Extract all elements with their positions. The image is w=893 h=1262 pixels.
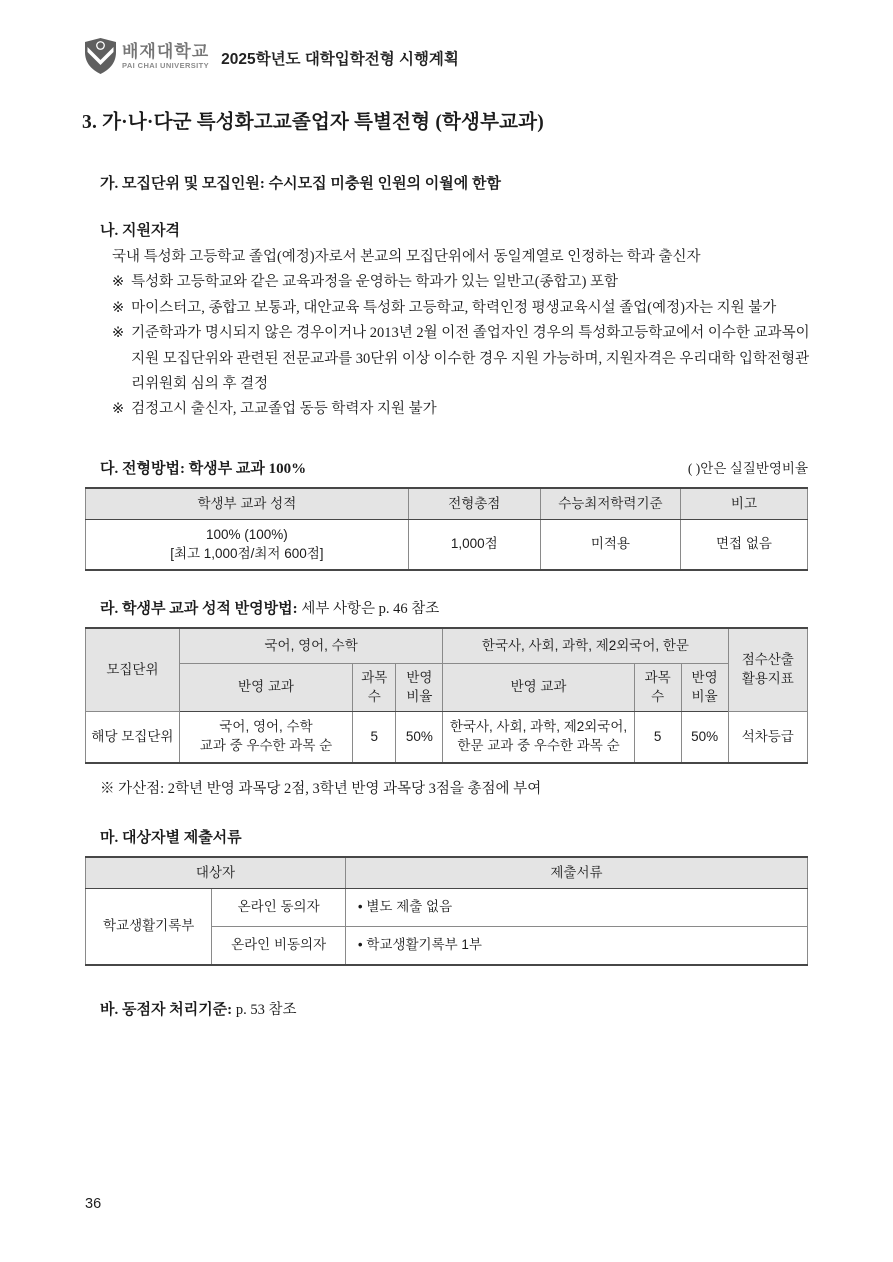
eligibility-text xyxy=(112,245,810,423)
section-ma-heading: 마. 대상자별 제출서류 xyxy=(100,829,242,846)
line-text: 검정고시 출신자, 고교졸업 동등 학력자 지원 불가 xyxy=(131,401,437,418)
eligibility-line xyxy=(112,397,810,422)
section-ba-reference: p. 53 참조 xyxy=(235,1001,297,1018)
line-text: 국내 특성화 고등학교 졸업(예정)자로서 본교의 모집단위에서 동일계열로 인정하는 학과 출신자 xyxy=(112,249,701,265)
subjects1-line2: 교과 중 우수한 과목 순 xyxy=(199,738,333,754)
section-ra-reference: 세부 사항은 p. 46 참조 xyxy=(301,600,440,617)
header-total-score: 전형총점 xyxy=(408,488,540,520)
header-reflected-subjects-2: 반영 교과 xyxy=(443,664,634,712)
method-table-header-row xyxy=(86,488,808,520)
reflection-header-sub-row xyxy=(86,664,808,712)
header-score-indicator xyxy=(728,628,807,712)
cell-count-1: 5 xyxy=(353,712,396,763)
university-logo xyxy=(85,38,209,74)
bonus-points-note: ※ 가산점: 2학년 반영 과목당 2점, 3학년 반영 과목당 3점을 총점에 부여 xyxy=(100,780,542,797)
subjects2-line1: 한국사, 사회, 과학, 제2외국어, xyxy=(449,719,628,735)
reflection-header-group-row xyxy=(86,628,808,664)
eligibility-line xyxy=(112,270,810,295)
cell-ratio-1: 50% xyxy=(396,712,443,763)
documents-header-row xyxy=(86,857,808,889)
line-marker: ※ xyxy=(112,274,125,291)
count-line2: 수 xyxy=(367,688,381,704)
subjects1-line1: 국어, 영어, 수학 xyxy=(219,719,313,735)
count-line2: 수 xyxy=(651,688,665,704)
count-line1: 과목 xyxy=(644,669,671,685)
university-name xyxy=(122,43,209,70)
eligibility-line xyxy=(112,321,810,397)
document-title: 2025학년도 대학입학전형 시행계획 xyxy=(221,51,459,68)
section-na-heading: 나. 지원자격 xyxy=(100,223,180,239)
page-title: 3. 가·나·다군 특성화고교졸업자 특별전형 (학생부교과) xyxy=(82,112,544,133)
method-table xyxy=(85,487,808,571)
cell-subjects-1 xyxy=(179,712,352,763)
document-header xyxy=(85,38,808,74)
ratio-note: ( )안은 실질반영비율 xyxy=(687,460,808,476)
cell-consent-type: 온라인 동의자 xyxy=(212,889,346,927)
line-text: 마이스터고, 종합고 보통과, 대안교육 특성화 고등학교, 학력인정 평생교육시설 졸업(예정)자는 지원 불가 xyxy=(131,299,777,316)
ratio-line1: 반영 xyxy=(406,669,433,685)
indicator-line1: 점수산출 xyxy=(741,652,794,668)
section-ra-heading xyxy=(100,597,808,618)
cell-subjects-2 xyxy=(443,712,634,763)
header-documents: 제출서류 xyxy=(345,857,807,889)
cell-csat-minimum: 미적용 xyxy=(540,520,680,570)
eligibility-line xyxy=(112,245,810,270)
cell-consent-docs: • 별도 제출 없음 xyxy=(345,889,807,927)
documents-row-consent xyxy=(86,889,808,927)
documents-table xyxy=(85,856,808,966)
cell-nonconsent-type: 온라인 비동의자 xyxy=(212,927,346,965)
section-ga-heading: 가. 모집단위 및 모집인원: 수시모집 미충원 인원의 이월에 한함 xyxy=(100,176,501,192)
line-marker: ※ xyxy=(112,325,125,342)
header-group-other-subjects: 한국사, 사회, 과학, 제2외국어, 한문 xyxy=(443,628,728,664)
cell-nonconsent-docs: • 학교생활기록부 1부 xyxy=(345,927,807,965)
header-subject-score: 학생부 교과 성적 xyxy=(86,488,409,520)
count-line1: 과목 xyxy=(361,669,388,685)
header-subject-count-1 xyxy=(353,664,396,712)
ratio-line1: 반영 xyxy=(691,669,718,685)
header-reflected-subjects-1: 반영 교과 xyxy=(179,664,352,712)
section-ba-title: 바. 동점자 처리기준: xyxy=(100,1001,233,1018)
university-name-korean: 배재대학교 xyxy=(122,41,210,61)
cell-count-2: 5 xyxy=(634,712,681,763)
indicator-line2: 활용지표 xyxy=(741,671,794,687)
header-remarks: 비고 xyxy=(680,488,807,520)
cell-remarks: 면접 없음 xyxy=(680,520,807,570)
ratio-line2: 비율 xyxy=(691,688,718,704)
section-ra-title: 라. 학생부 교과 성적 반영방법: xyxy=(100,600,298,617)
line-marker: ※ xyxy=(112,401,125,418)
score-line1: 100% (100%) xyxy=(205,526,288,542)
header-csat-minimum: 수능최저학력기준 xyxy=(540,488,680,520)
university-shield-icon xyxy=(85,38,116,74)
header-group-main-subjects: 국어, 영어, 수학 xyxy=(179,628,443,664)
line-text: 기준학과가 명시되지 않은 경우이거나 2013년 2월 이전 졸업자인 경우의 특성화고등학교에서 이수한 교과목이 지원 모집단위와 관련된 전문교과를 30단위 이상 이수한 경우 지원 가능하며, 지원자격은 우리대학 입학전형관리위원회 심의 후 결정 xyxy=(131,325,810,393)
line-marker: ※ xyxy=(112,299,125,316)
reflection-table-row xyxy=(86,712,808,763)
header-reflection-ratio-1 xyxy=(396,664,443,712)
header-reflection-ratio-2 xyxy=(681,664,728,712)
university-name-english: PAI CHAI UNIVERSITY xyxy=(122,60,210,70)
header-subject-count-2 xyxy=(634,664,681,712)
cell-ratio-2: 50% xyxy=(681,712,728,763)
page-number: 36 xyxy=(85,1196,102,1212)
cell-record-group: 학교생활기록부 xyxy=(86,889,212,965)
section-da-heading xyxy=(100,457,808,478)
ratio-line2: 비율 xyxy=(406,688,433,704)
header-target: 대상자 xyxy=(86,857,346,889)
header-admission-unit: 모집단위 xyxy=(86,628,180,712)
section-ba-heading xyxy=(100,998,808,1019)
reflection-table xyxy=(85,627,808,764)
cell-admission-unit: 해당 모집단위 xyxy=(86,712,180,763)
method-table-row xyxy=(86,520,808,570)
line-text: 특성화 고등학교와 같은 교육과정을 운영하는 학과가 있는 일반고(종합고) 포함 xyxy=(131,274,619,291)
subjects2-line2: 한문 교과 중 우수한 과목 순 xyxy=(457,738,620,754)
cell-score-indicator: 석차등급 xyxy=(728,712,807,763)
cell-total-score: 1,000점 xyxy=(408,520,540,570)
score-line2: [최고 1,000점/최저 600점] xyxy=(170,545,324,561)
section-da-title: 다. 전형방법: 학생부 교과 100% xyxy=(100,460,307,477)
eligibility-line xyxy=(112,296,810,321)
cell-subject-score xyxy=(86,520,409,570)
